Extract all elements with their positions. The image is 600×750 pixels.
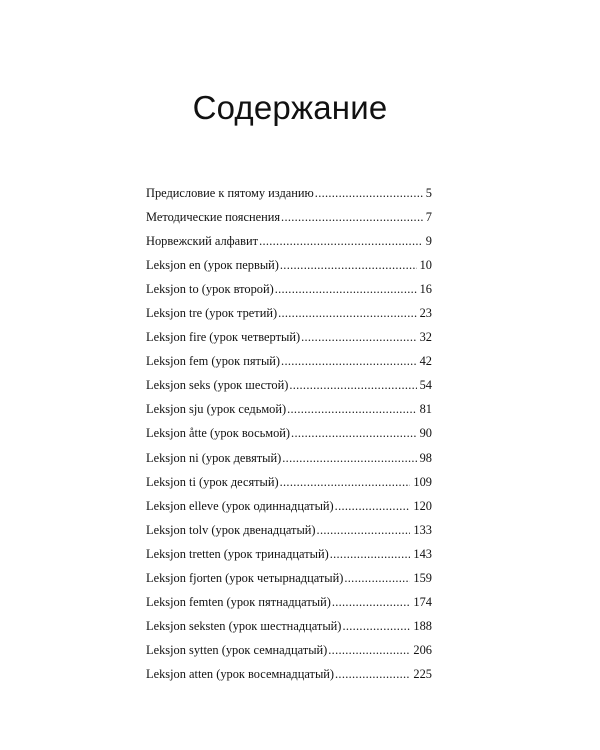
toc-entry-label: Leksjon åtte (урок восьмой) (146, 426, 291, 441)
toc-leader-dots (291, 426, 417, 441)
toc-entry-label: Leksjon tre (урок третий) (146, 306, 278, 321)
toc-entry-page: 9 (425, 234, 432, 249)
page-title: Содержание (192, 89, 388, 126)
toc-entry-page: 225 (413, 666, 432, 681)
toc-entry (146, 619, 432, 643)
toc-entry-page: 23 (419, 306, 432, 321)
toc-entry-label: Leksjon elleve (урок одиннадцатый) (146, 498, 334, 513)
toc-leader-dots (330, 547, 411, 562)
toc-entry-label: Leksjon fjorten (урок четырнадцатый) (146, 570, 344, 585)
toc-entry-label: Методические пояснения (146, 210, 281, 225)
toc-entry-page: 10 (419, 258, 432, 273)
toc-entry-page: 120 (413, 498, 432, 513)
toc-entry-label: Норвежский алфавит (146, 234, 259, 249)
toc-entry (146, 234, 432, 258)
toc-entry-page: 174 (413, 594, 432, 609)
toc-entry-label: Leksjon sytten (урок семнадцатый) (146, 642, 328, 657)
toc-entry-page: 143 (413, 546, 432, 561)
toc-entry-label: Leksjon atten (урок восемнадцатый) (146, 666, 335, 681)
toc-entry (146, 378, 432, 402)
toc-entry-label: Leksjon ti (урок десятый) (146, 474, 279, 489)
toc-entry (146, 330, 432, 354)
toc-leader-dots (332, 595, 411, 610)
toc-entry-label: Предисловие к пятому изданию (146, 186, 314, 200)
toc-leader-dots (289, 378, 416, 393)
toc-entry (146, 475, 432, 499)
toc-leader-dots (315, 186, 423, 201)
toc-entry (146, 523, 432, 547)
toc-leader-dots (328, 643, 410, 658)
toc-leader-dots (275, 282, 417, 297)
toc-entry (146, 595, 432, 619)
toc-entry-page: 188 (413, 618, 432, 633)
toc-entry (146, 667, 432, 691)
toc-leader-dots (335, 667, 410, 682)
toc-entry-label: Leksjon en (урок первый) (146, 258, 279, 273)
toc-entry (146, 186, 432, 210)
toc-leader-dots (287, 402, 416, 417)
toc-entry-label: Leksjon seks (урок шестой) (146, 378, 289, 393)
toc-entry-page: 109 (413, 474, 432, 489)
toc-leader-dots (335, 499, 411, 514)
toc-entry (146, 499, 432, 523)
toc-entry-page: 81 (419, 402, 432, 417)
toc-entry (146, 210, 432, 234)
toc-entry-label: Leksjon tretten (урок тринадцатый) (146, 546, 329, 561)
toc-leader-dots (280, 258, 417, 273)
toc-entry (146, 547, 432, 571)
toc-entry-page: 54 (419, 378, 432, 393)
table-of-contents (146, 186, 432, 691)
toc-entry-page: 90 (419, 426, 432, 441)
toc-entry-label: Leksjon sju (урок седьмой) (146, 402, 287, 417)
toc-entry-page: 7 (425, 210, 432, 225)
toc-entry-page: 42 (419, 354, 432, 369)
toc-leader-dots (317, 523, 411, 538)
toc-entry-page: 5 (425, 186, 432, 200)
toc-entry-label: Leksjon fire (урок четвертый) (146, 330, 301, 345)
toc-entry (146, 306, 432, 330)
toc-entry (146, 402, 432, 426)
toc-entry-page: 133 (413, 522, 432, 537)
toc-entry-page: 98 (419, 450, 432, 465)
toc-entry (146, 282, 432, 306)
toc-entry (146, 571, 432, 595)
toc-entry-label: Leksjon to (урок второй) (146, 282, 274, 297)
toc-entry (146, 258, 432, 282)
toc-entry-label: Leksjon fem (урок пятый) (146, 354, 281, 369)
toc-entry-page: 206 (413, 642, 432, 657)
toc-leader-dots (281, 354, 417, 369)
toc-entry-label: Leksjon tolv (урок двенадцатый) (146, 522, 316, 537)
toc-leader-dots (280, 475, 411, 490)
toc-leader-dots (259, 234, 423, 249)
toc-leader-dots (281, 210, 423, 225)
toc-entry (146, 426, 432, 450)
toc-entry-label: Leksjon seksten (урок шестнадцатый) (146, 618, 342, 633)
toc-entry-page: 159 (413, 570, 432, 585)
toc-leader-dots (344, 571, 410, 586)
toc-entry (146, 451, 432, 475)
toc-entry-label: Leksjon femten (урок пятнадцатый) (146, 594, 331, 609)
toc-entry-label: Leksjon ni (урок девятый) (146, 450, 282, 465)
toc-entry (146, 643, 432, 667)
toc-leader-dots (278, 306, 417, 321)
toc-leader-dots (301, 330, 417, 345)
toc-leader-dots (282, 451, 416, 466)
toc-leader-dots (342, 619, 410, 634)
toc-entry-page: 32 (419, 330, 432, 345)
toc-entry-page: 16 (419, 282, 432, 297)
toc-entry (146, 354, 432, 378)
